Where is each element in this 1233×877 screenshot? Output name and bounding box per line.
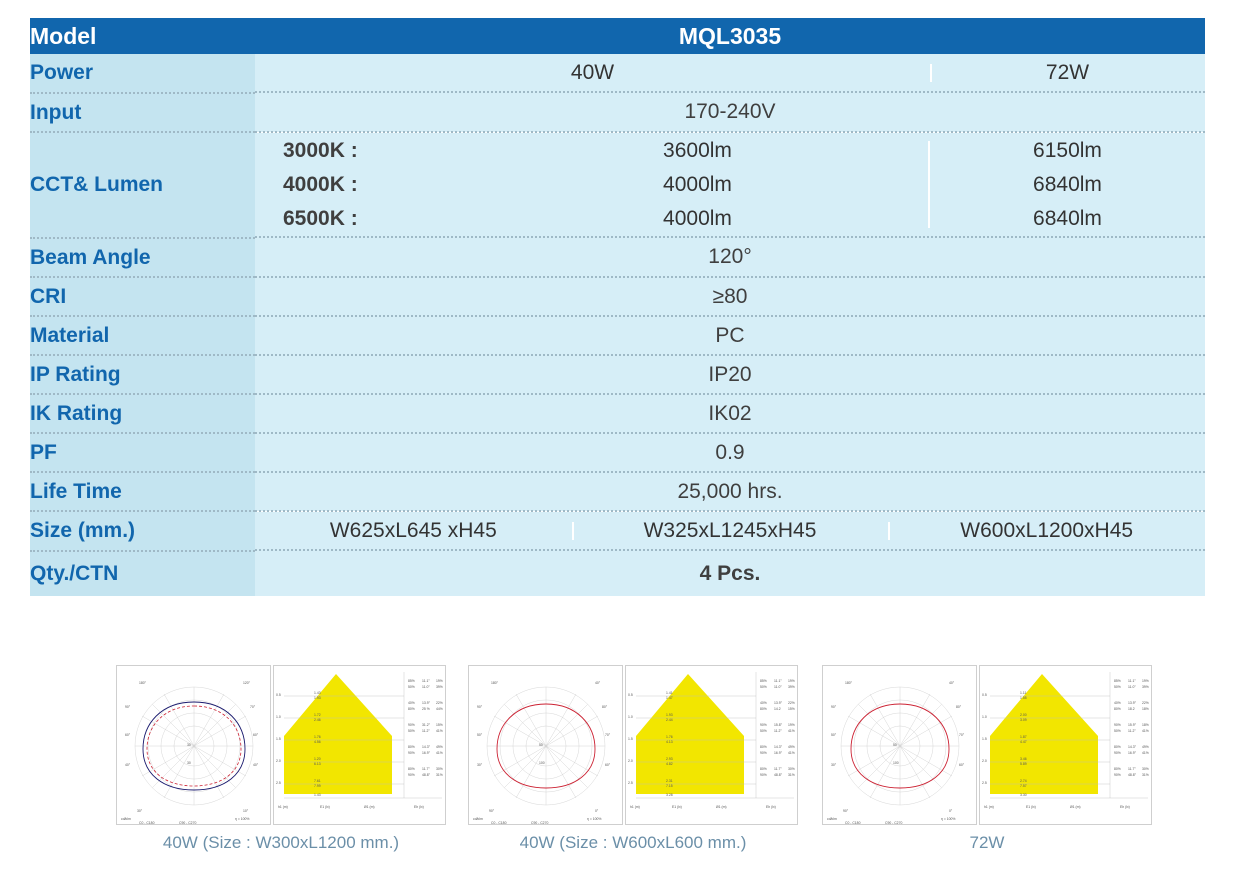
svg-text:h1 (m): h1 (m): [630, 805, 640, 809]
photometric-diagram-2: [468, 665, 798, 853]
svg-text:7.57: 7.57: [1020, 784, 1027, 788]
svg-text:1.0: 1.0: [276, 715, 281, 719]
svg-text:1.72: 1.72: [314, 713, 321, 717]
svg-text:100: 100: [893, 761, 899, 765]
svg-text:22%: 22%: [788, 701, 795, 705]
svg-text:1.5: 1.5: [276, 737, 281, 741]
table-row-material: [30, 316, 1205, 355]
svg-text:10°: 10°: [243, 809, 249, 813]
svg-text:40°: 40°: [253, 763, 259, 767]
svg-text:16.9°: 16.9°: [422, 751, 430, 755]
svg-text:cd/klm: cd/klm: [473, 817, 483, 821]
svg-text:50%: 50%: [1114, 685, 1121, 689]
svg-text:85%: 85%: [1114, 679, 1121, 683]
svg-text:11.1°: 11.1°: [422, 679, 430, 683]
table-row-size: [30, 511, 1205, 551]
photometric-diagram-1: [116, 665, 446, 853]
svg-text:C90 - C270: C90 - C270: [885, 821, 903, 825]
svg-text:30°: 30°: [831, 763, 837, 767]
svg-text:41%: 41%: [436, 729, 443, 733]
svg-text:1.0: 1.0: [982, 715, 987, 719]
svg-text:11.2°: 11.2°: [422, 729, 430, 733]
svg-text:19%: 19%: [788, 679, 795, 683]
svg-text:11.0°: 11.0°: [422, 685, 430, 689]
svg-text:85%: 85%: [408, 679, 415, 683]
cct-4000k-label: 4000K :: [283, 172, 358, 196]
svg-text:2.00: 2.00: [1020, 713, 1027, 717]
pf-label: PF: [30, 433, 255, 472]
svg-text:70°: 70°: [250, 705, 256, 709]
svg-text:90°: 90°: [843, 809, 849, 813]
svg-text:80%: 80%: [408, 707, 415, 711]
svg-text:h1 (m): h1 (m): [278, 805, 288, 809]
svg-text:Ø1 (m): Ø1 (m): [1070, 805, 1081, 809]
svg-text:80%: 80%: [760, 745, 767, 749]
svg-text:2.46: 2.46: [314, 718, 321, 722]
svg-text:180°: 180°: [139, 681, 147, 685]
svg-text:1.5: 1.5: [982, 737, 987, 741]
svg-text:13.9°: 13.9°: [774, 701, 782, 705]
size-label: Size (mm.): [30, 511, 255, 551]
svg-text:18.2: 18.2: [1128, 707, 1135, 711]
svg-text:3.46: 3.46: [1020, 757, 1027, 761]
beam-angle-value: 120°: [255, 238, 1205, 277]
svg-text:50%: 50%: [408, 729, 415, 733]
svg-text:3.28: 3.28: [666, 793, 673, 797]
svg-text:41%: 41%: [1142, 729, 1149, 733]
svg-text:50: 50: [893, 743, 897, 747]
pf-value: 0.9: [255, 433, 1205, 472]
cri-value: ≥80: [255, 277, 1205, 316]
svg-text:80°: 80°: [956, 705, 962, 709]
cct-3000k-main: 3600lm: [663, 138, 732, 162]
svg-text:41%: 41%: [436, 751, 443, 755]
svg-text:49%: 49%: [788, 745, 795, 749]
svg-text:90%: 90%: [760, 751, 767, 755]
cri-label: CRI: [30, 277, 255, 316]
svg-text:80%: 80%: [1114, 707, 1121, 711]
svg-text:41%: 41%: [788, 729, 795, 733]
svg-text:25 %: 25 %: [422, 707, 430, 711]
svg-text:cd/klm: cd/klm: [121, 817, 131, 821]
svg-text:0.5: 0.5: [628, 693, 633, 697]
beam-cone-svg-3: [980, 666, 1152, 825]
svg-text:50%: 50%: [760, 729, 767, 733]
svg-text:90°: 90°: [489, 809, 495, 813]
svg-text:22%: 22%: [1142, 701, 1149, 705]
size-values: [255, 512, 1205, 551]
svg-text:3.30: 3.30: [1020, 793, 1027, 797]
beam-cone-1: [273, 665, 446, 825]
svg-text:1.41: 1.41: [666, 691, 673, 695]
svg-text:39%: 39%: [788, 685, 795, 689]
svg-text:1.87: 1.87: [1020, 735, 1027, 739]
svg-text:E1 (lx): E1 (lx): [672, 805, 682, 809]
svg-text:80%: 80%: [760, 767, 767, 771]
svg-text:1.43: 1.43: [314, 793, 321, 797]
svg-text:90%: 90%: [1114, 723, 1121, 727]
svg-text:19%: 19%: [788, 723, 795, 727]
svg-text:1.20: 1.20: [314, 757, 321, 761]
table-row-power: [30, 54, 1205, 93]
svg-text:90%: 90%: [1114, 773, 1121, 777]
svg-text:80%: 80%: [408, 745, 415, 749]
table-row-ik-rating: [30, 394, 1205, 433]
life-time-label: Life Time: [30, 472, 255, 511]
svg-text:14.3°: 14.3°: [422, 745, 430, 749]
svg-text:90°: 90°: [477, 705, 483, 709]
specification-table-container: [30, 18, 1205, 596]
svg-text:60°: 60°: [959, 763, 965, 767]
svg-text:90%: 90%: [760, 723, 767, 727]
svg-text:15.9°: 15.9°: [1128, 723, 1136, 727]
polar-curve-svg-1: [117, 666, 271, 825]
svg-text:90%: 90%: [408, 751, 415, 755]
svg-text:90%: 90%: [1114, 751, 1121, 755]
material-value: PC: [255, 316, 1205, 355]
cct-4000k-secondary: 6840lm: [1033, 172, 1102, 196]
svg-text:11.0°: 11.0°: [774, 685, 782, 689]
svg-text:40°: 40°: [595, 681, 601, 685]
svg-text:14.3°: 14.3°: [774, 745, 782, 749]
svg-text:48.8°: 48.8°: [1128, 773, 1136, 777]
table-row-cct: [30, 132, 1205, 238]
beam-cone-3: [979, 665, 1152, 825]
power-label: Power: [30, 54, 255, 93]
beam-cone-svg-2: [626, 666, 798, 825]
svg-text:2.93: 2.93: [666, 757, 673, 761]
svg-text:2.44: 2.44: [666, 718, 673, 722]
svg-text:14.3°: 14.3°: [1128, 745, 1136, 749]
svg-text:50%: 50%: [408, 685, 415, 689]
svg-text:1.76: 1.76: [666, 735, 673, 739]
cct-3000k-label: 3000K :: [283, 138, 358, 162]
svg-text:6.13: 6.13: [314, 762, 321, 766]
table-row-cri: [30, 277, 1205, 316]
cct-row-4000k: [255, 168, 1205, 202]
svg-text:Eh (lx): Eh (lx): [414, 805, 424, 809]
svg-text:30%: 30%: [1142, 767, 1149, 771]
cct-6500k-main: 4000lm: [663, 206, 732, 230]
svg-text:15.8°: 15.8°: [774, 723, 782, 727]
input-label: Input: [30, 93, 255, 132]
svg-text:50%: 50%: [1114, 729, 1121, 733]
svg-text:40%: 40%: [408, 701, 415, 705]
svg-text:Eh (lx): Eh (lx): [1120, 805, 1130, 809]
svg-text:15%: 15%: [436, 723, 443, 727]
svg-text:31.2°: 31.2°: [422, 723, 430, 727]
power-value-main: 40W: [570, 60, 615, 84]
svg-text:16.9°: 16.9°: [1128, 751, 1136, 755]
svg-text:4.56: 4.56: [314, 740, 321, 744]
ik-rating-value: IK02: [255, 394, 1205, 433]
table-row-ip-rating: [30, 355, 1205, 394]
polar-curve-3: [822, 665, 977, 825]
svg-text:4.82: 4.82: [666, 762, 673, 766]
svg-text:7.99: 7.99: [314, 784, 321, 788]
svg-text:80%: 80%: [1114, 745, 1121, 749]
table-row-life-time: [30, 472, 1205, 511]
svg-text:30°: 30°: [477, 763, 483, 767]
diagram-2-caption: 40W (Size : W600xL600 mm.): [519, 833, 747, 852]
svg-text:E1 (lx): E1 (lx): [1026, 805, 1036, 809]
svg-text:70°: 70°: [605, 733, 611, 737]
cct-row-3000k: [255, 134, 1205, 168]
polar-curve-svg-2: [469, 666, 623, 825]
svg-text:14.2: 14.2: [774, 707, 781, 711]
svg-text:11.7°: 11.7°: [1128, 767, 1136, 771]
table-row-beam-angle: [30, 238, 1205, 277]
diagram-3-image: [822, 665, 1152, 825]
svg-text:31%: 31%: [1142, 773, 1149, 777]
svg-text:η = 100%: η = 100%: [941, 817, 956, 821]
svg-text:1.47: 1.47: [666, 696, 673, 700]
svg-text:30: 30: [187, 761, 191, 765]
svg-text:Eh (lx): Eh (lx): [766, 805, 776, 809]
ip-rating-value: IP20: [255, 355, 1205, 394]
table-row-pf: [30, 433, 1205, 472]
svg-text:11.2°: 11.2°: [774, 729, 782, 733]
svg-text:41%: 41%: [1142, 751, 1149, 755]
svg-text:η = 100%: η = 100%: [235, 817, 250, 821]
svg-text:11.1°: 11.1°: [1128, 679, 1136, 683]
beam-cone-svg-1: [274, 666, 446, 825]
model-label: Model: [30, 18, 255, 54]
svg-text:50°: 50°: [831, 733, 837, 737]
svg-text:7.61: 7.61: [314, 779, 321, 783]
table-row-qty: [30, 551, 1205, 596]
svg-text:13.9°: 13.9°: [422, 701, 430, 705]
cct-lumen-label: CCT& Lumen: [30, 132, 255, 238]
svg-text:30: 30: [187, 743, 191, 747]
size-value-2: W325xL1245xH45: [572, 519, 889, 543]
svg-text:C0 - C180: C0 - C180: [139, 821, 155, 825]
svg-text:39%: 39%: [436, 685, 443, 689]
photometric-diagrams: [0, 665, 1233, 875]
svg-text:1.55: 1.55: [1020, 696, 1027, 700]
svg-text:22%: 22%: [436, 701, 443, 705]
svg-text:40°: 40°: [949, 681, 955, 685]
svg-text:44%: 44%: [436, 707, 443, 711]
svg-text:C0 - C180: C0 - C180: [491, 821, 507, 825]
svg-text:11.2°: 11.2°: [1128, 729, 1136, 733]
svg-text:15%: 15%: [788, 707, 795, 711]
cct-6500k-secondary: 6840lm: [1033, 206, 1102, 230]
svg-text:40%: 40%: [1114, 701, 1121, 705]
svg-text:48.8°: 48.8°: [422, 773, 430, 777]
svg-text:2.0: 2.0: [276, 759, 281, 763]
svg-text:4.47: 4.47: [1020, 740, 1027, 744]
svg-text:90%: 90%: [408, 723, 415, 727]
svg-text:18%: 18%: [1142, 723, 1149, 727]
svg-text:2.74: 2.74: [1020, 779, 1027, 783]
svg-text:cd/klm: cd/klm: [827, 817, 837, 821]
svg-text:0.5: 0.5: [982, 693, 987, 697]
svg-text:80%: 80%: [1114, 767, 1121, 771]
size-value-1: W625xL645 xH45: [329, 518, 497, 542]
svg-text:2.0: 2.0: [628, 759, 633, 763]
svg-text:1.43: 1.43: [314, 691, 321, 695]
beam-angle-label: Beam Angle: [30, 238, 255, 277]
svg-text:70°: 70°: [959, 733, 965, 737]
svg-text:180°: 180°: [845, 681, 853, 685]
polar-curve-svg-3: [823, 666, 977, 825]
svg-text:2.0: 2.0: [982, 759, 987, 763]
svg-text:90°: 90°: [125, 705, 131, 709]
svg-text:40%: 40%: [760, 701, 767, 705]
table-row-input: [30, 93, 1205, 132]
svg-text:31%: 31%: [436, 773, 443, 777]
svg-text:1.11: 1.11: [1020, 691, 1027, 695]
svg-text:4.13: 4.13: [666, 740, 673, 744]
svg-text:1.93: 1.93: [666, 713, 673, 717]
svg-text:50: 50: [539, 743, 543, 747]
svg-text:90%: 90%: [760, 773, 767, 777]
cct-6500k-label: 6500K :: [283, 206, 358, 230]
diagram-3-caption: 72W: [969, 833, 1005, 852]
svg-text:100: 100: [539, 761, 545, 765]
svg-text:120°: 120°: [243, 681, 251, 685]
input-value: 170-240V: [255, 93, 1205, 132]
svg-text:180°: 180°: [491, 681, 499, 685]
svg-text:3.09: 3.09: [1020, 718, 1027, 722]
svg-text:Ø1 (m): Ø1 (m): [716, 805, 727, 809]
beam-cone-2: [625, 665, 798, 825]
svg-text:11.0°: 11.0°: [1128, 685, 1136, 689]
svg-text:60°: 60°: [253, 733, 259, 737]
svg-text:39%: 39%: [1142, 685, 1149, 689]
svg-text:Ø1 (m): Ø1 (m): [364, 805, 375, 809]
svg-text:60°: 60°: [125, 733, 131, 737]
svg-text:E1 (lx): E1 (lx): [320, 805, 330, 809]
svg-text:C90 - C270: C90 - C270: [531, 821, 549, 825]
diagram-1-image: [116, 665, 446, 825]
svg-text:18%: 18%: [1142, 707, 1149, 711]
svg-text:11.7°: 11.7°: [774, 767, 782, 771]
size-value-3: W600xL1200xH45: [888, 519, 1205, 543]
material-label: Material: [30, 316, 255, 355]
svg-text:5.89: 5.89: [1020, 762, 1027, 766]
life-time-value: 25,000 hrs.: [255, 472, 1205, 511]
svg-text:1.93: 1.93: [314, 696, 321, 700]
svg-text:19%: 19%: [1142, 679, 1149, 683]
svg-text:49%: 49%: [436, 745, 443, 749]
svg-text:80%: 80%: [408, 767, 415, 771]
svg-text:31%: 31%: [788, 773, 795, 777]
svg-text:80°: 80°: [602, 705, 608, 709]
specification-table: [30, 18, 1205, 596]
svg-text:C0 - C180: C0 - C180: [845, 821, 861, 825]
svg-text:30%: 30%: [436, 767, 443, 771]
svg-text:30°: 30°: [137, 809, 143, 813]
diagram-1-caption: 40W (Size : W300xL1200 mm.): [162, 833, 400, 852]
cct-3000k-secondary: 6150lm: [1033, 138, 1102, 162]
power-value-secondary: 72W: [930, 61, 1205, 85]
svg-text:13.9°: 13.9°: [1128, 701, 1136, 705]
svg-text:0°: 0°: [595, 809, 599, 813]
svg-text:η = 100%: η = 100%: [587, 817, 602, 821]
svg-text:80%: 80%: [760, 707, 767, 711]
svg-text:50°: 50°: [477, 733, 483, 737]
cct-lumen-values: [255, 133, 1205, 238]
cct-4000k-main: 4000lm: [663, 172, 732, 196]
svg-text:41%: 41%: [788, 751, 795, 755]
qty-value: 4 Pcs.: [255, 551, 1205, 596]
svg-text:19%: 19%: [436, 679, 443, 683]
svg-text:C90 - C270: C90 - C270: [179, 821, 197, 825]
svg-text:0°: 0°: [949, 809, 953, 813]
polar-curve-2: [468, 665, 623, 825]
diagram-2-image: [468, 665, 798, 825]
svg-text:2.31: 2.31: [666, 779, 673, 783]
svg-text:2.5: 2.5: [628, 781, 633, 785]
svg-text:2.5: 2.5: [276, 781, 281, 785]
svg-text:50%: 50%: [760, 685, 767, 689]
ik-rating-label: IK Rating: [30, 394, 255, 433]
svg-text:48.8°: 48.8°: [774, 773, 782, 777]
svg-text:85%: 85%: [760, 679, 767, 683]
power-values: [255, 54, 1205, 93]
qty-label: Qty./CTN: [30, 551, 255, 596]
table-row-model: [30, 18, 1205, 54]
polar-curve-1: [116, 665, 271, 825]
svg-text:2.5: 2.5: [982, 781, 987, 785]
photometric-diagram-3: [822, 665, 1152, 853]
svg-text:1.76: 1.76: [314, 735, 321, 739]
svg-text:90%: 90%: [408, 773, 415, 777]
cct-divider: [928, 141, 930, 228]
svg-text:40°: 40°: [125, 763, 131, 767]
svg-text:h1 (m): h1 (m): [984, 805, 994, 809]
svg-text:90°: 90°: [831, 705, 837, 709]
svg-text:1.5: 1.5: [628, 737, 633, 741]
svg-text:0.5: 0.5: [276, 693, 281, 697]
svg-text:49%: 49%: [1142, 745, 1149, 749]
model-value: MQL3035: [255, 18, 1205, 54]
ip-rating-label: IP Rating: [30, 355, 255, 394]
svg-text:16.9°: 16.9°: [774, 751, 782, 755]
svg-text:11.1°: 11.1°: [774, 679, 782, 683]
svg-text:7.15: 7.15: [666, 784, 673, 788]
svg-text:60°: 60°: [605, 763, 611, 767]
cct-row-6500k: [255, 202, 1205, 236]
svg-text:1.0: 1.0: [628, 715, 633, 719]
svg-text:30%: 30%: [788, 767, 795, 771]
svg-text:11.7°: 11.7°: [422, 767, 430, 771]
